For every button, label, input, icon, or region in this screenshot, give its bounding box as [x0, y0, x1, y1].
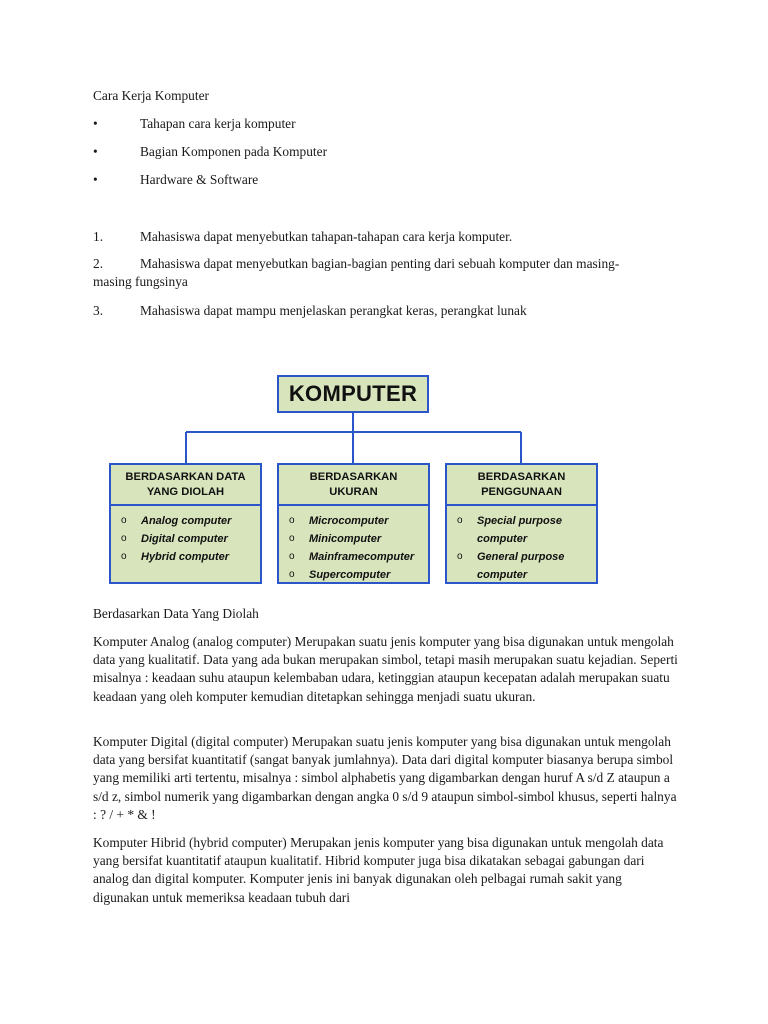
category-item-text: Hybrid computer — [141, 551, 230, 563]
category-item — [289, 512, 428, 530]
paragraph-hybrid: Komputer Hibrid (hybrid computer) Merupakan jenis komputer yang bisa digunakan untuk mengolah data yang bersifat kuantitatif ataupun kualitatif. Hibrid komputer juga bisa dikatakan sebagai gabungan dari analog dan digital komputer. Komputer jenis ini banyak digunakan oleh pelbagai rumah sakit yang digunakan untuk memeriksa keadaan tubuh dari — [93, 835, 664, 905]
category-item — [289, 566, 428, 584]
bullet-mark: • — [93, 144, 98, 159]
bullet-mark: • — [93, 172, 98, 187]
category-heading: BERDASARKAN DATA YANG DIOLAH — [111, 465, 260, 506]
circle-bullet-icon: o — [289, 515, 295, 526]
objective-item — [93, 228, 673, 246]
category-item — [457, 548, 596, 584]
bullet-item — [93, 172, 258, 188]
category-list — [111, 506, 260, 566]
circle-bullet-icon: o — [289, 569, 295, 580]
category-item-text: Microcomputer — [309, 515, 389, 527]
category-item — [289, 530, 428, 548]
category-box-usage — [445, 463, 598, 584]
category-item — [457, 512, 596, 548]
circle-bullet-icon: o — [121, 551, 127, 562]
category-item — [289, 548, 428, 566]
section-heading: Berdasarkan Data Yang Diolah — [93, 606, 259, 621]
circle-bullet-icon: o — [289, 551, 295, 562]
bullet-text: Bagian Komponen pada Komputer — [140, 144, 328, 159]
paragraph-analog: Komputer Analog (analog computer) Merupakan suatu jenis komputer yang bisa digunakan untuk mengolah data yang kualitatif. Data yang ada bukan merupakan simbol, tetapi masih merupakan suatu kejadian. Seperti misalnya : keadaan suhu ataupun kelembaban udara, ketinggian ataupun kecepatan adalah merupakan suatu keadaan yang oleh komputer kemudian ditetapkan sehingga menjadi suatu ukuran. — [93, 634, 678, 704]
category-item — [121, 530, 260, 548]
category-box-data — [109, 463, 262, 584]
bullet-text: Hardware & Software — [140, 172, 259, 187]
category-heading: BERDASARKAN UKURAN — [279, 465, 428, 506]
category-item-text: Mainframecomputer — [309, 551, 415, 563]
objective-item — [93, 255, 653, 291]
bullet-item — [93, 144, 327, 160]
category-item-text: Special purpose computer — [477, 515, 562, 545]
circle-bullet-icon: o — [289, 533, 295, 544]
category-item — [121, 548, 260, 566]
paragraph-digital: Komputer Digital (digital computer) Merupakan suatu jenis komputer yang bisa digunakan untuk mengolah data yang bersifat kuantitatif (sangat banyak jumlahnya). Data dari digital komputer biasanya berupa simbol yang memiliki arti tertentu, misalnya : simbol alphabetis yang digambarkan dengan huruf A s/d Z ataupun a s/d z, simbol numerik yang digambarkan dengan angka 0 s/d 9 ataupun simbol-simbol khusus, seperti halnya : ? / + * & ! — [93, 734, 677, 822]
category-item-text: Supercomputer — [309, 569, 391, 581]
objective-text: Mahasiswa dapat menyebutkan tahapan-tahapan cara kerja komputer. — [140, 229, 513, 244]
bullet-text: Tahapan cara kerja komputer — [140, 116, 296, 131]
objective-text: Mahasiswa dapat menyebutkan bagian-bagian penting dari sebuah komputer dan masing-masing fungsinya — [93, 256, 620, 289]
objective-item — [93, 302, 673, 320]
category-box-size — [277, 463, 430, 584]
category-item — [121, 512, 260, 530]
category-item-text: Minicomputer — [309, 533, 382, 545]
bullet-item — [93, 116, 296, 132]
bullet-mark: • — [93, 116, 98, 131]
diagram-root-box: KOMPUTER — [277, 375, 429, 413]
objective-number: 3. — [93, 303, 104, 318]
category-list — [279, 506, 428, 584]
category-item-text: Analog computer — [141, 515, 232, 527]
circle-bullet-icon: o — [121, 515, 127, 526]
doc-title: Cara Kerja Komputer — [93, 88, 210, 103]
category-list — [447, 506, 596, 584]
objective-number: 2. — [93, 256, 104, 271]
circle-bullet-icon: o — [121, 533, 127, 544]
circle-bullet-icon: o — [457, 551, 463, 562]
objective-text: Mahasiswa dapat mampu menjelaskan perangkat keras, perangkat lunak — [140, 303, 527, 318]
circle-bullet-icon: o — [457, 515, 463, 526]
objective-number: 1. — [93, 229, 104, 244]
category-heading: BERDASARKAN PENGGUNAAN — [447, 465, 596, 506]
category-item-text: Digital computer — [141, 533, 228, 545]
category-item-text: General purpose computer — [477, 551, 565, 581]
